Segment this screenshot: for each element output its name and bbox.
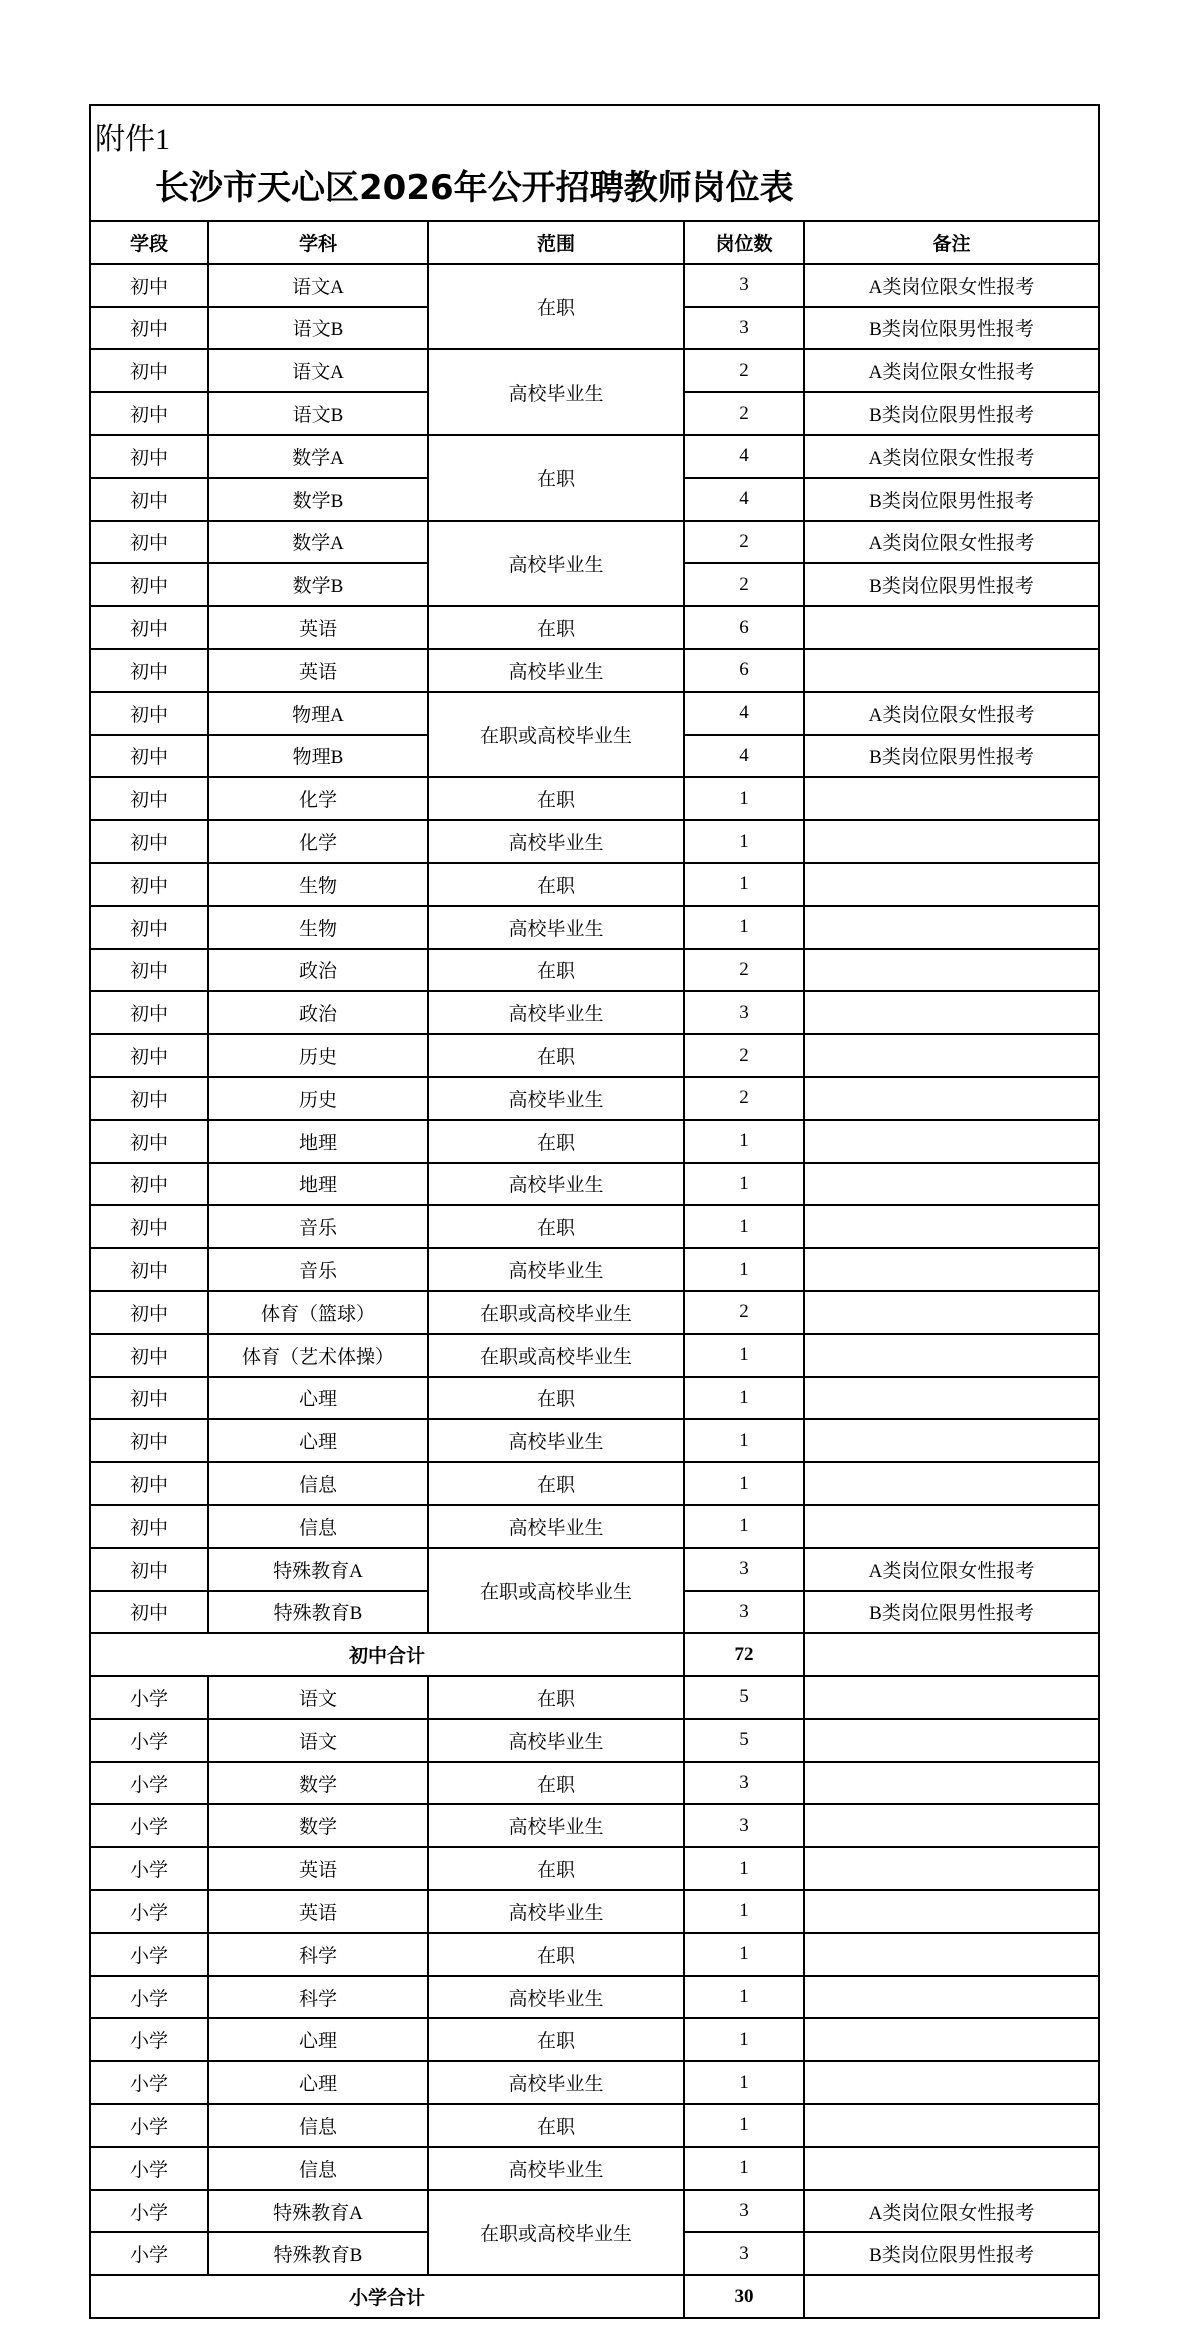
count-cell: 4: [684, 735, 804, 778]
subject-cell: 政治: [208, 991, 428, 1034]
stage-cell: 小学: [91, 2147, 208, 2190]
note-cell: [804, 2104, 1098, 2147]
subject-cell: 音乐: [208, 1205, 428, 1248]
table-row: [91, 521, 1098, 564]
subject-cell: 语文A: [208, 264, 428, 307]
stage-cell: 初中: [91, 1505, 208, 1548]
scope-cell: 在职: [428, 1762, 684, 1805]
table-row: [91, 777, 1098, 820]
stage-cell: 小学: [91, 1676, 208, 1719]
table-row: [91, 1976, 1098, 2019]
stage-cell: 初中: [91, 1077, 208, 1120]
subject-cell: 信息: [208, 1505, 428, 1548]
scope-cell: 在职或高校毕业生: [428, 692, 684, 778]
scope-cell: 高校毕业生: [428, 1890, 684, 1933]
table-row: [91, 2147, 1098, 2190]
note-cell: [804, 2147, 1098, 2190]
table-row: [91, 949, 1098, 992]
subject-cell: 化学: [208, 777, 428, 820]
subject-cell: 体育（艺术体操）: [208, 1334, 428, 1377]
note-cell: [804, 1034, 1098, 1077]
count-cell: 1: [684, 1419, 804, 1462]
count-cell: 2: [684, 349, 804, 392]
stage-cell: 初中: [91, 949, 208, 992]
subject-cell: 信息: [208, 1462, 428, 1505]
table-row: [91, 1804, 1098, 1847]
stage-cell: 小学: [91, 1762, 208, 1805]
stage-cell: 初中: [91, 1248, 208, 1291]
note-cell: [804, 1847, 1098, 1890]
count-cell: 5: [684, 1676, 804, 1719]
stage-cell: 初中: [91, 1334, 208, 1377]
subtotal-row: [91, 2275, 1098, 2317]
scope-cell: 在职: [428, 863, 684, 906]
note-cell: [804, 863, 1098, 906]
scope-cell: 在职: [428, 949, 684, 992]
scope-cell: 在职: [428, 264, 684, 350]
stage-cell: 初中: [91, 1377, 208, 1420]
stage-cell: 初中: [91, 1591, 208, 1634]
table-row: [91, 1548, 1098, 1591]
note-cell: [804, 1334, 1098, 1377]
count-cell: 3: [684, 1804, 804, 1847]
scope-cell: 高校毕业生: [428, 1419, 684, 1462]
scope-cell: 在职: [428, 1120, 684, 1163]
subject-cell: 心理: [208, 1377, 428, 1420]
scope-cell: 在职: [428, 1377, 684, 1420]
subject-cell: 地理: [208, 1120, 428, 1163]
subject-cell: 特殊教育A: [208, 2190, 428, 2233]
table-row: [91, 1248, 1098, 1291]
subject-cell: 信息: [208, 2104, 428, 2147]
table-row: [91, 1762, 1098, 1805]
header-note: 备注: [804, 221, 1098, 264]
stage-cell: 小学: [91, 2104, 208, 2147]
stage-cell: 初中: [91, 692, 208, 735]
header-scope: 范围: [428, 221, 684, 264]
header-count: 岗位数: [684, 221, 804, 264]
stage-cell: 初中: [91, 1163, 208, 1206]
count-cell: 2: [684, 1291, 804, 1334]
table-row: [91, 1847, 1098, 1890]
subject-cell: 特殊教育A: [208, 1548, 428, 1591]
table-row: [91, 1291, 1098, 1334]
count-cell: 3: [684, 1548, 804, 1591]
table-row: [91, 692, 1098, 735]
annex-label: 附件1: [95, 123, 170, 156]
stage-cell: 初中: [91, 991, 208, 1034]
table-row: [91, 1120, 1098, 1163]
count-cell: 4: [684, 478, 804, 521]
scope-cell: 高校毕业生: [428, 1163, 684, 1206]
count-cell: 1: [684, 1205, 804, 1248]
scope-cell: 在职或高校毕业生: [428, 1291, 684, 1334]
count-cell: 4: [684, 692, 804, 735]
count-cell: 1: [684, 2018, 804, 2061]
scope-cell: 高校毕业生: [428, 2061, 684, 2104]
table-row: [91, 606, 1098, 649]
scope-cell: 高校毕业生: [428, 349, 684, 435]
subtotal-label: 初中合计: [91, 1633, 684, 1676]
scope-cell: 在职: [428, 1847, 684, 1890]
table-row: [91, 1933, 1098, 1976]
table-row: [91, 1462, 1098, 1505]
subject-cell: 特殊教育B: [208, 2232, 428, 2275]
count-cell: 2: [684, 521, 804, 564]
scope-cell: 高校毕业生: [428, 521, 684, 607]
table-row: [91, 1163, 1098, 1206]
subject-cell: 语文: [208, 1719, 428, 1762]
scope-cell: 高校毕业生: [428, 1248, 684, 1291]
scope-cell: 高校毕业生: [428, 1505, 684, 1548]
stage-cell: 初中: [91, 392, 208, 435]
note-cell: A类岗位限女性报考: [804, 2190, 1098, 2233]
count-cell: 1: [684, 1933, 804, 1976]
count-cell: 1: [684, 1847, 804, 1890]
stage-cell: 初中: [91, 649, 208, 692]
scope-cell: 高校毕业生: [428, 1719, 684, 1762]
scope-cell: 在职: [428, 1034, 684, 1077]
note-cell: [804, 1248, 1098, 1291]
stage-cell: 小学: [91, 2061, 208, 2104]
note-cell: A类岗位限女性报考: [804, 521, 1098, 564]
stage-cell: 小学: [91, 1933, 208, 1976]
count-cell: 1: [684, 1163, 804, 1206]
count-cell: 3: [684, 2232, 804, 2275]
stage-cell: 小学: [91, 1719, 208, 1762]
table-row: [91, 1505, 1098, 1548]
table-row: [91, 435, 1098, 478]
count-cell: 1: [684, 1976, 804, 2019]
subject-cell: 英语: [208, 606, 428, 649]
subject-cell: 历史: [208, 1077, 428, 1120]
count-cell: 3: [684, 1762, 804, 1805]
note-cell: [804, 1719, 1098, 1762]
count-cell: 3: [684, 2190, 804, 2233]
count-cell: 1: [684, 1890, 804, 1933]
count-cell: 1: [684, 2104, 804, 2147]
count-cell: 2: [684, 1034, 804, 1077]
count-cell: 6: [684, 606, 804, 649]
count-cell: 1: [684, 906, 804, 949]
scope-cell: 在职: [428, 606, 684, 649]
scope-cell: 在职: [428, 2104, 684, 2147]
note-cell: [804, 2018, 1098, 2061]
subtotal-note: [804, 1633, 1098, 1676]
subtotal-note: [804, 2275, 1098, 2317]
count-cell: 1: [684, 820, 804, 863]
table-row: [91, 2018, 1098, 2061]
stage-cell: 初中: [91, 820, 208, 863]
scope-cell: 高校毕业生: [428, 1976, 684, 2019]
subject-cell: 数学A: [208, 435, 428, 478]
subtotal-row: [91, 1633, 1098, 1676]
table-row: [91, 2104, 1098, 2147]
subject-cell: 英语: [208, 1890, 428, 1933]
stage-cell: 初中: [91, 1462, 208, 1505]
table-row: [91, 2061, 1098, 2104]
count-cell: 1: [684, 1377, 804, 1420]
table-row: [91, 1719, 1098, 1762]
subject-cell: 信息: [208, 2147, 428, 2190]
header-subject: 学科: [208, 221, 428, 264]
stage-cell: 初中: [91, 307, 208, 350]
stage-cell: 初中: [91, 1120, 208, 1163]
scope-cell: 在职: [428, 1933, 684, 1976]
scope-cell: 在职: [428, 2018, 684, 2061]
note-cell: B类岗位限男性报考: [804, 1591, 1098, 1634]
table-row: [91, 863, 1098, 906]
scope-cell: 高校毕业生: [428, 1804, 684, 1847]
stage-cell: 初中: [91, 1291, 208, 1334]
note-cell: [804, 1120, 1098, 1163]
subtotal-count: 72: [684, 1633, 804, 1676]
table-row: [91, 1334, 1098, 1377]
scope-cell: 高校毕业生: [428, 649, 684, 692]
table-header-row: [91, 221, 1098, 264]
count-cell: 3: [684, 991, 804, 1034]
stage-cell: 初中: [91, 435, 208, 478]
stage-cell: 初中: [91, 1548, 208, 1591]
subject-cell: 语文: [208, 1676, 428, 1719]
note-cell: A类岗位限女性报考: [804, 692, 1098, 735]
subject-cell: 生物: [208, 906, 428, 949]
stage-cell: 小学: [91, 1804, 208, 1847]
subject-cell: 化学: [208, 820, 428, 863]
header-stage: 学段: [91, 221, 208, 264]
scope-cell: 在职: [428, 1205, 684, 1248]
stage-cell: 初中: [91, 735, 208, 778]
note-cell: A类岗位限女性报考: [804, 349, 1098, 392]
subject-cell: 语文B: [208, 392, 428, 435]
subject-cell: 科学: [208, 1976, 428, 2019]
subject-cell: 心理: [208, 2061, 428, 2104]
note-cell: [804, 991, 1098, 1034]
count-cell: 3: [684, 264, 804, 307]
scope-cell: 在职或高校毕业生: [428, 1334, 684, 1377]
stage-cell: 小学: [91, 2190, 208, 2233]
count-cell: 2: [684, 949, 804, 992]
table-row: [91, 1377, 1098, 1420]
table-row: [91, 2190, 1098, 2233]
stage-cell: 初中: [91, 264, 208, 307]
sheet-header: [91, 106, 1098, 220]
subject-cell: 物理B: [208, 735, 428, 778]
stage-cell: 初中: [91, 478, 208, 521]
scope-cell: 高校毕业生: [428, 991, 684, 1034]
subject-cell: 特殊教育B: [208, 1591, 428, 1634]
subject-cell: 心理: [208, 2018, 428, 2061]
count-cell: 2: [684, 563, 804, 606]
count-cell: 5: [684, 1719, 804, 1762]
subject-cell: 数学B: [208, 563, 428, 606]
table-row: [91, 991, 1098, 1034]
note-cell: [804, 1890, 1098, 1933]
scope-cell: 高校毕业生: [428, 2147, 684, 2190]
stage-cell: 小学: [91, 1847, 208, 1890]
scope-cell: 在职: [428, 1676, 684, 1719]
stage-cell: 初中: [91, 521, 208, 564]
note-cell: B类岗位限男性报考: [804, 735, 1098, 778]
table-row: [91, 1419, 1098, 1462]
note-cell: [804, 777, 1098, 820]
stage-cell: 初中: [91, 777, 208, 820]
subject-cell: 数学: [208, 1804, 428, 1847]
subject-cell: 语文B: [208, 307, 428, 350]
table-row: [91, 264, 1098, 307]
recruitment-table-sheet: [89, 104, 1100, 2319]
subject-cell: 语文A: [208, 349, 428, 392]
stage-cell: 初中: [91, 1034, 208, 1077]
subject-cell: 历史: [208, 1034, 428, 1077]
note-cell: [804, 1419, 1098, 1462]
subject-cell: 英语: [208, 1847, 428, 1890]
note-cell: [804, 2061, 1098, 2104]
stage-cell: 初中: [91, 863, 208, 906]
subtotal-label: 小学合计: [91, 2275, 684, 2317]
scope-cell: 在职: [428, 435, 684, 521]
subject-cell: 体育（篮球）: [208, 1291, 428, 1334]
count-cell: 1: [684, 1462, 804, 1505]
note-cell: [804, 949, 1098, 992]
note-cell: A类岗位限女性报考: [804, 435, 1098, 478]
subject-cell: 科学: [208, 1933, 428, 1976]
stage-cell: 初中: [91, 1205, 208, 1248]
note-cell: B类岗位限男性报考: [804, 563, 1098, 606]
note-cell: B类岗位限男性报考: [804, 2232, 1098, 2275]
stage-cell: 小学: [91, 2018, 208, 2061]
scope-cell: 高校毕业生: [428, 820, 684, 863]
note-cell: [804, 1462, 1098, 1505]
table-row: [91, 820, 1098, 863]
stage-cell: 小学: [91, 1976, 208, 2019]
scope-cell: 高校毕业生: [428, 1077, 684, 1120]
count-cell: 3: [684, 1591, 804, 1634]
table-row: [91, 1676, 1098, 1719]
note-cell: [804, 606, 1098, 649]
count-cell: 1: [684, 1120, 804, 1163]
note-cell: [804, 1933, 1098, 1976]
note-cell: [804, 1377, 1098, 1420]
scope-cell: 在职或高校毕业生: [428, 1548, 684, 1634]
subject-cell: 政治: [208, 949, 428, 992]
count-cell: 3: [684, 307, 804, 350]
note-cell: A类岗位限女性报考: [804, 264, 1098, 307]
note-cell: [804, 1762, 1098, 1805]
stage-cell: 小学: [91, 2232, 208, 2275]
count-cell: 1: [684, 1248, 804, 1291]
positions-table: [91, 220, 1098, 2317]
stage-cell: 初中: [91, 606, 208, 649]
scope-cell: 在职或高校毕业生: [428, 2190, 684, 2276]
note-cell: B类岗位限男性报考: [804, 307, 1098, 350]
stage-cell: 小学: [91, 1890, 208, 1933]
count-cell: 6: [684, 649, 804, 692]
note-cell: [804, 1804, 1098, 1847]
subject-cell: 数学: [208, 1762, 428, 1805]
subject-cell: 心理: [208, 1419, 428, 1462]
table-row: [91, 1890, 1098, 1933]
subject-cell: 物理A: [208, 692, 428, 735]
scope-cell: 在职: [428, 777, 684, 820]
note-cell: [804, 906, 1098, 949]
note-cell: B类岗位限男性报考: [804, 392, 1098, 435]
stage-cell: 初中: [91, 563, 208, 606]
note-cell: [804, 1505, 1098, 1548]
note-cell: [804, 1205, 1098, 1248]
table-row: [91, 1034, 1098, 1077]
count-cell: 1: [684, 863, 804, 906]
count-cell: 1: [684, 2061, 804, 2104]
note-cell: [804, 1077, 1098, 1120]
count-cell: 1: [684, 1334, 804, 1377]
note-cell: [804, 649, 1098, 692]
count-cell: 2: [684, 1077, 804, 1120]
note-cell: [804, 820, 1098, 863]
table-row: [91, 649, 1098, 692]
table-row: [91, 1077, 1098, 1120]
stage-cell: 初中: [91, 906, 208, 949]
scope-cell: 在职: [428, 1462, 684, 1505]
count-cell: 2: [684, 392, 804, 435]
stage-cell: 初中: [91, 349, 208, 392]
note-cell: [804, 1163, 1098, 1206]
subject-cell: 数学B: [208, 478, 428, 521]
count-cell: 1: [684, 2147, 804, 2190]
count-cell: 1: [684, 1505, 804, 1548]
note-cell: B类岗位限男性报考: [804, 478, 1098, 521]
note-cell: [804, 1976, 1098, 2019]
note-cell: A类岗位限女性报考: [804, 1548, 1098, 1591]
table-row: [91, 349, 1098, 392]
subject-cell: 地理: [208, 1163, 428, 1206]
subject-cell: 音乐: [208, 1248, 428, 1291]
subject-cell: 英语: [208, 649, 428, 692]
subtotal-count: 30: [684, 2275, 804, 2317]
count-cell: 4: [684, 435, 804, 478]
table-row: [91, 906, 1098, 949]
subject-cell: 生物: [208, 863, 428, 906]
note-cell: [804, 1291, 1098, 1334]
table-row: [91, 1205, 1098, 1248]
page-title: 长沙市天心区2026年公开招聘教师岗位表: [155, 168, 794, 208]
subject-cell: 数学A: [208, 521, 428, 564]
stage-cell: 初中: [91, 1419, 208, 1462]
scope-cell: 高校毕业生: [428, 906, 684, 949]
count-cell: 1: [684, 777, 804, 820]
note-cell: [804, 1676, 1098, 1719]
